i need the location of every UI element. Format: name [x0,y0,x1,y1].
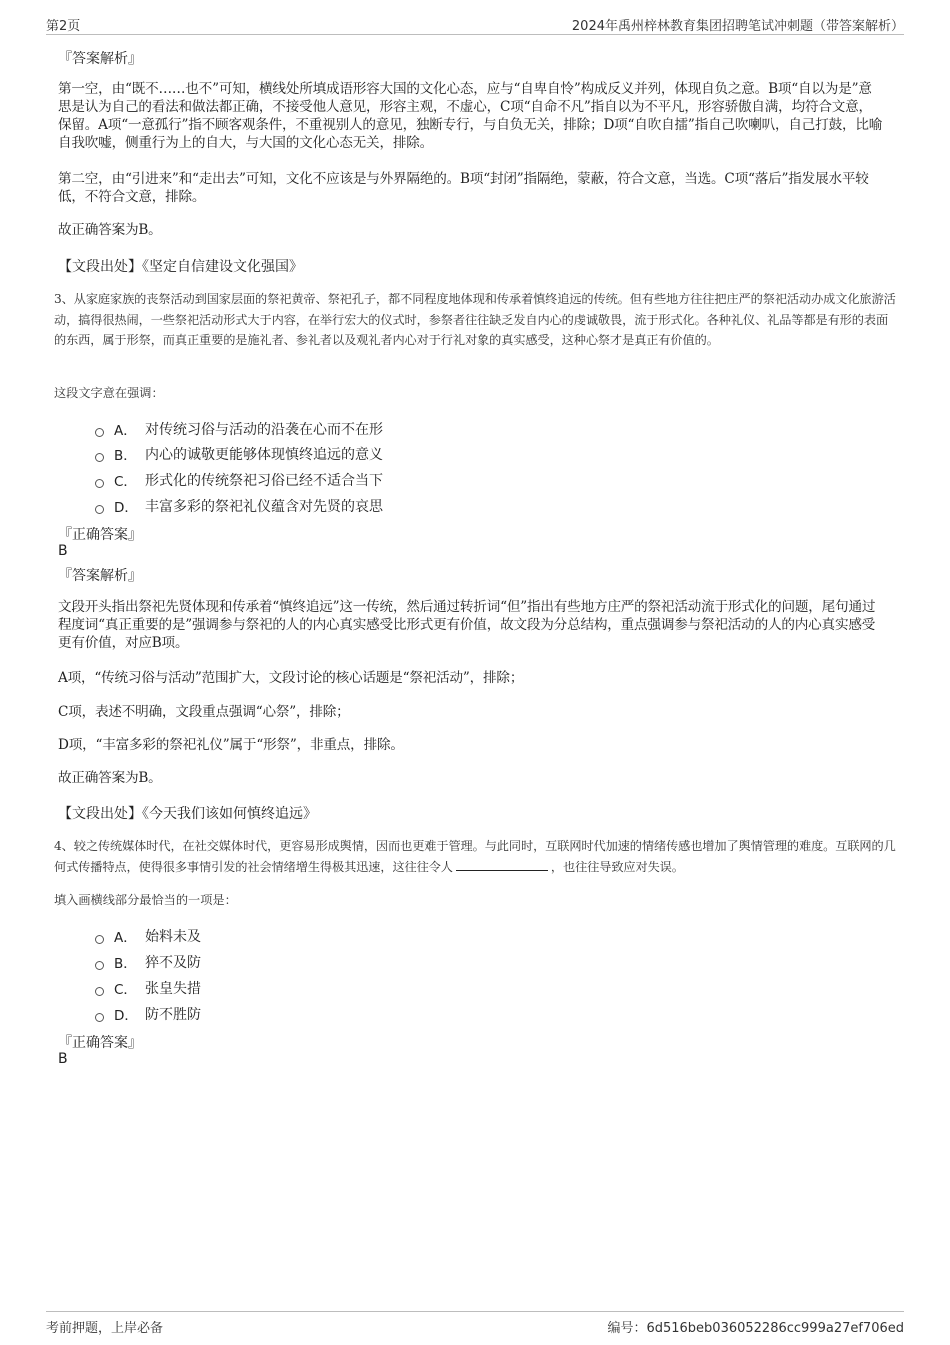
fill-blank [456,858,548,871]
analysis-paragraph: 第二空，由“引进来”和“走出去”可知，文化不应该是与外界隔绝的。B项“封闭”指隔绝，蒙蔽，符合文意，当选。C项“落后”指发展水平较低，不符合文意，排除。 [58,171,869,205]
analysis-paragraph: D项，“丰富多彩的祭祀礼仪”属于“形祭”，非重点，排除。 [58,737,404,753]
option-b[interactable] [95,952,201,972]
question-prompt: 这段文字意在强调： [54,386,164,400]
option-text: 防不胜防 [145,1007,201,1023]
correct-answer-label: 『正确答案』 [58,527,142,543]
option-letter: C． [114,982,137,998]
analysis-paragraph: A项，“传统习俗与活动”范围扩大，文段讨论的核心话题是“祭祀活动”，排除； [58,670,524,686]
option-letter: B． [114,448,137,464]
source-citation: 【文段出处】《今天我们该如何慎终追远》 [58,806,317,822]
analysis-label: 『答案解析』 [58,51,142,67]
conclusion: 故正确答案为B。 [58,222,162,238]
option-letter: C． [114,474,137,490]
option-letter: B． [114,956,137,972]
document-id: 编号：6d516beb036052286cc999a27ef706ed [607,1321,904,1336]
option-text: 对传统习俗与活动的沿袭在心而不在形 [145,422,383,438]
option-text: 形式化的传统祭祀习俗已经不适合当下 [145,473,383,489]
stem-text: 4、较之传统媒体时代，在社交媒体时代，更容易形成舆情，因而也更难于管理。与此同时，互联网时代加速的情绪传感也增加了舆情管理的难度。互联网的几何式传播特点，使得很多事情引发的社会情绪增生得极其迅速，这往往令人 [54,839,896,874]
source-citation: 【文段出处】《坚定自信建设文化强国》 [58,259,303,275]
page-footer [46,1311,904,1336]
option-a[interactable] [95,419,383,439]
question-stem: 3、从家庭家族的丧祭活动到国家层面的祭祀黄帝、祭祀孔子，都不同程度地体现和传承着慎终追远的传统。但有些地方往往把庄严的祭祀活动办成文化旅游活动，搞得很热闹，一些祭祀活动形式大于内容，在举行宏大的仪式时，参祭者往往缺乏发自内心的虔诚敬畏，流于形式化。各种礼仪、礼品等都是有形的表面的东西，属于形祭，而真正重要的是施礼者、参礼者以及观礼者内心对于行礼对象的真实感受，这种心祭才是真正有价值的。 [54,292,896,347]
question-prompt: 填入画横线部分最恰当的一项是： [54,893,237,907]
radio-button[interactable] [95,453,104,462]
analysis-paragraph: 第一空，由“既不……也不”可知，横线处所填成语形容大国的文化心态，应与“自卑自怜”构成反义并列，体现自负之意。B项“自以为是”意思是认为自己的看法和做法都正确，不接受他人意见，形容主观，不虚心，C项“自命不凡”指自以为不平凡，形容骄傲自满，均符合文意，保留。A项“一意孤行”指不顾客观条件，不重视别人的意见，独断专行，与自负无关，排除；D项“自吹自擂”指自己吹喇叭，自己打鼓，比喻自我吹嘘，侧重行为上的自大，与大国的文化心态无关，排除。 [58,81,883,151]
page-header [46,14,904,35]
question-stem [54,836,896,877]
analysis-label: 『答案解析』 [58,568,142,584]
option-text: 猝不及防 [145,955,201,971]
page-number: 第2页 [46,19,81,34]
stem-text: ，也往往导致应对失误。 [550,859,684,874]
option-letter: A． [114,423,137,439]
radio-button[interactable] [95,987,104,996]
correct-answer: B [58,1051,68,1067]
option-a[interactable] [95,926,201,946]
radio-button[interactable] [95,428,104,437]
footer-slogan: 考前押题，上岸必备 [46,1321,164,1336]
correct-answer: B [58,543,68,559]
radio-button[interactable] [95,1013,104,1022]
radio-button[interactable] [95,935,104,944]
option-d[interactable] [95,1004,201,1024]
radio-button[interactable] [95,961,104,970]
option-c[interactable] [95,978,201,998]
option-letter: D． [114,500,138,516]
option-c[interactable] [95,470,383,490]
option-letter: D． [114,1008,138,1024]
analysis-paragraph: 文段开头指出祭祀先贤体现和传承着“慎终追远”这一传统，然后通过转折词“但”指出有些地方庄严的祭祀活动流于形式化的问题，尾句通过程度词“真正重要的是”强调参与祭祀的人的内心真实感受比形式更有价值，故文段为分总结构，重点强调参与祭祀活动的人的内心真实感受更有价值，对应B项。 [58,599,876,651]
correct-answer-label: 『正确答案』 [58,1035,142,1051]
option-text: 丰富多彩的祭祀礼仪蕴含对先贤的哀思 [145,499,383,515]
option-text: 内心的诚敬更能够体现慎终追远的意义 [145,447,383,463]
document-title: 2024年禹州梓林教育集团招聘笔试冲刺题（带答案解析） [571,19,904,34]
option-b[interactable] [95,444,383,464]
option-d[interactable] [95,496,383,516]
option-text: 张皇失措 [145,981,201,997]
radio-button[interactable] [95,479,104,488]
option-text: 始料未及 [145,929,201,945]
radio-button[interactable] [95,505,104,514]
analysis-paragraph: C项，表述不明确，文段重点强调“心祭”，排除； [58,704,350,720]
option-letter: A． [114,930,137,946]
conclusion: 故正确答案为B。 [58,770,162,786]
